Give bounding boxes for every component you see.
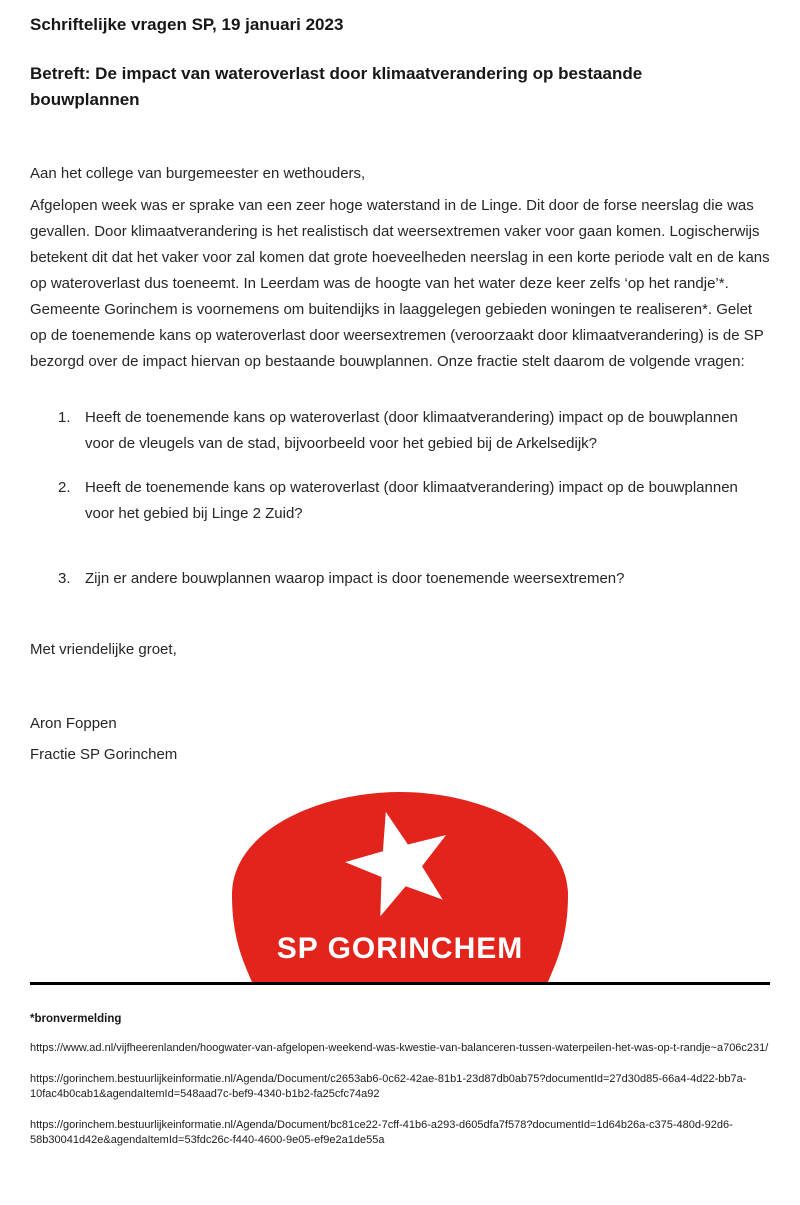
question-text: Heeft de toenemende kans op wateroverlast (door klimaatverandering) impact op de bouwplannen voor de vleugels van de stad, bijvoorbeeld voor het gebied bij de Arkelsedijk? [85, 409, 738, 452]
question-item-2 [58, 475, 770, 527]
question-text: Heeft de toenemende kans op wateroverlast (door klimaatverandering) impact op de bouwplannen voor het gebied bij Linge 2 Zuid? [85, 479, 738, 522]
question-number: 3. [58, 570, 71, 587]
question-item-3 [58, 566, 770, 592]
question-text: Zijn er andere bouwplannen waarop impact is door toenemende weersextremen? [85, 570, 625, 587]
salutation: Aan het college van burgemeester en wethouders, [30, 165, 366, 182]
document-subject: Betreft: De impact van wateroverlast door klimaatverandering op bestaande bouwplannen [30, 64, 643, 109]
source-link-2[interactable]: https://gorinchem.bestuurlijkeinformatie.nl/Agenda/Document/c2653ab6-0c62-42ae-81b1-23d87db0ab75?documentId=27d30d85-66a4-4d22-bb7a-10fac4b0cab1&agendaItemId=548aad7c-bef9-4340-b1b2-fa25cfc74a92 [30, 1073, 747, 1100]
sp-logo-graphic [230, 790, 570, 982]
closing-salutation: Met vriendelijke groet, [30, 641, 177, 658]
sp-party-logo [230, 790, 570, 982]
question-item-1 [58, 405, 770, 457]
intro-paragraph: Afgelopen week was er sprake van een zeer hoge waterstand in de Linge. Dit door de forse neerslag die was gevallen. Door klimaatverandering is het realistisch dat weersextremen vaker voor gaan komen. Logischerwijs betekent dit dat het vaker voor zal komen dat grote hoeveelheden neerslag in een korte periode valt en de kans op wateroverlast dus toeneemt. In Leerdam was de hoogte van het water deze keer zelfs ‘op het randje’*. Gemeente Gorinchem is voornemens om buitendijks in laaggelegen gebieden woningen te realiseren*. Gelet op de toenemende kans op wateroverlast door weersextremen (veroorzaakt door klimaatverandering) is de SP bezorgd over de impact hiervan op bestaande bouwplannen. Onze fractie stelt daarom de volgende vragen: [30, 197, 770, 370]
question-number: 2. [58, 479, 71, 496]
question-number: 1. [58, 409, 71, 426]
source-link-3[interactable]: https://gorinchem.bestuurlijkeinformatie.nl/Agenda/Document/bc81ce22-7cff-41b6-a293-d605dfa7f578?documentId=1d64b26a-c375-480d-92d6-58b30041d42e&agendaItemId=53fdc26c-f440-4600-9e05-ef9e2a1de55a [30, 1119, 733, 1146]
source-references [30, 985, 770, 1148]
source-link-1[interactable]: https://www.ad.nl/vijfheerenlanden/hoogwater-van-afgelopen-weekend-was-kwestie-van-balanceren-tussen-waterpeilen-het-was-op-t-randje~a706c231/ [30, 1042, 769, 1054]
logo-text: SP GORINCHEM [276, 932, 524, 965]
questions-list [58, 405, 770, 592]
signature-name: Aron Foppen [30, 715, 117, 732]
signature-organization: Fractie SP Gorinchem [30, 746, 178, 763]
sources-heading: *bronvermelding [30, 1013, 122, 1025]
document-title: Schriftelijke vragen SP, 19 januari 2023 [30, 15, 344, 34]
